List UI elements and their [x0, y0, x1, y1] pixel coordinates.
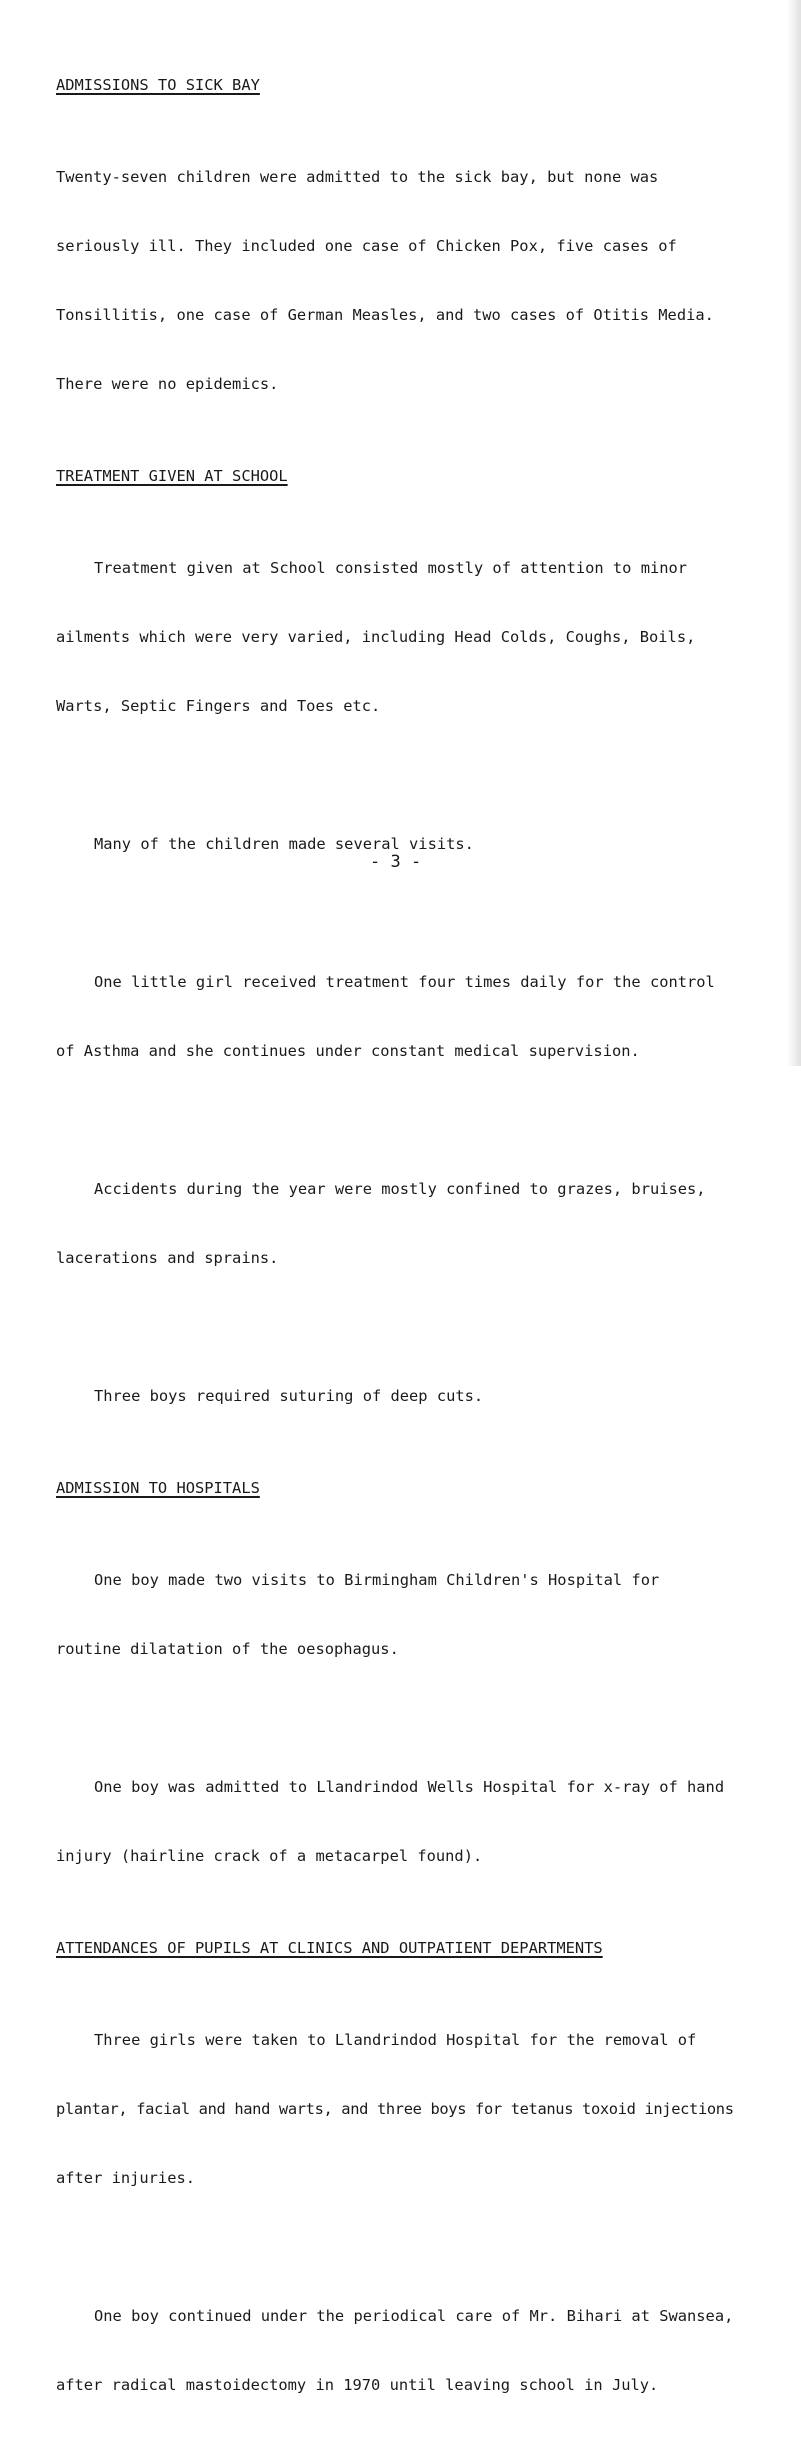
- text-line: injury (hairline crack of a metacarpel found).: [56, 1847, 483, 1865]
- text-line: ailments which were very varied, including Head Colds, Coughs, Boils,: [56, 628, 696, 646]
- text-line: Three girls were taken to Llandrindod Hospital for the removal of: [94, 2031, 697, 2049]
- paragraph-treatment-3: [56, 925, 786, 1109]
- heading-treatment-given-at-school: TREATMENT GIVEN AT SCHOOL: [56, 467, 288, 485]
- page-number: - 3 -: [370, 852, 422, 872]
- text-line: after injuries.: [56, 2169, 195, 2187]
- text-line: One boy continued under the periodical care of Mr. Bihari at Swansea,: [94, 2307, 734, 2325]
- text-line: of Asthma and she continues under constant medical supervision.: [56, 1042, 640, 1060]
- text-line: Three boys required suturing of deep cuts.: [94, 1387, 484, 1405]
- text-line: Accidents during the year were mostly confined to grazes, bruises,: [94, 1180, 706, 1198]
- paragraph-hospitals-2: [56, 1730, 786, 1914]
- heading-admissions-to-sick-bay: ADMISSIONS TO SICK BAY: [56, 76, 260, 94]
- text-line: There were no epidemics.: [56, 375, 279, 393]
- text-line: Warts, Septic Fingers and Toes etc.: [56, 697, 381, 715]
- text-line: routine dilatation of the oesophagus.: [56, 1640, 399, 1658]
- text-line: One little girl received treatment four times daily for the control: [94, 973, 715, 991]
- text-line: One boy was admitted to Llandrindod Wells Hospital for x-ray of hand: [94, 1778, 725, 1796]
- text-line: lacerations and sprains.: [56, 1249, 279, 1267]
- paragraph-treatment-1: [18, 511, 786, 764]
- paragraph-attendances-2: [56, 2259, 786, 2443]
- text-line: Many of the children made several visits.: [94, 835, 474, 853]
- paragraph-treatment-2: [56, 787, 786, 902]
- paragraph-sick-bay: [56, 120, 786, 442]
- text-line: plantar, facial and hand warts, and three boys for tetanus toxoid injections: [56, 2100, 734, 2118]
- paragraph-treatment-5: [56, 1339, 786, 1454]
- text-line: Treatment given at School consisted mostly of attention to minor: [94, 559, 688, 577]
- text-line: Tonsillitis, one case of German Measles, and two cases of Otitis Media.: [56, 306, 714, 324]
- text-line: Twenty-seven children were admitted to the sick bay, but none was: [56, 168, 659, 186]
- page-edge-shadow: [787, 0, 801, 1066]
- text-line: seriously ill. They included one case of Chicken Pox, five cases of: [56, 237, 677, 255]
- text-line: after radical mastoidectomy in 1970 until leaving school in July.: [56, 2376, 659, 2394]
- document-body: [56, 70, 786, 2443]
- paragraph-attendances-1: [56, 1983, 786, 2236]
- paragraph-hospitals-1: [56, 1523, 786, 1707]
- paragraph-treatment-4: [56, 1132, 786, 1316]
- heading-admission-to-hospitals: ADMISSION TO HOSPITALS: [56, 1479, 260, 1497]
- heading-attendances-at-clinics: ATTENDANCES OF PUPILS AT CLINICS AND OUTPATIENT DEPARTMENTS: [56, 1939, 603, 1957]
- text-line: One boy made two visits to Birmingham Children's Hospital for: [94, 1571, 660, 1589]
